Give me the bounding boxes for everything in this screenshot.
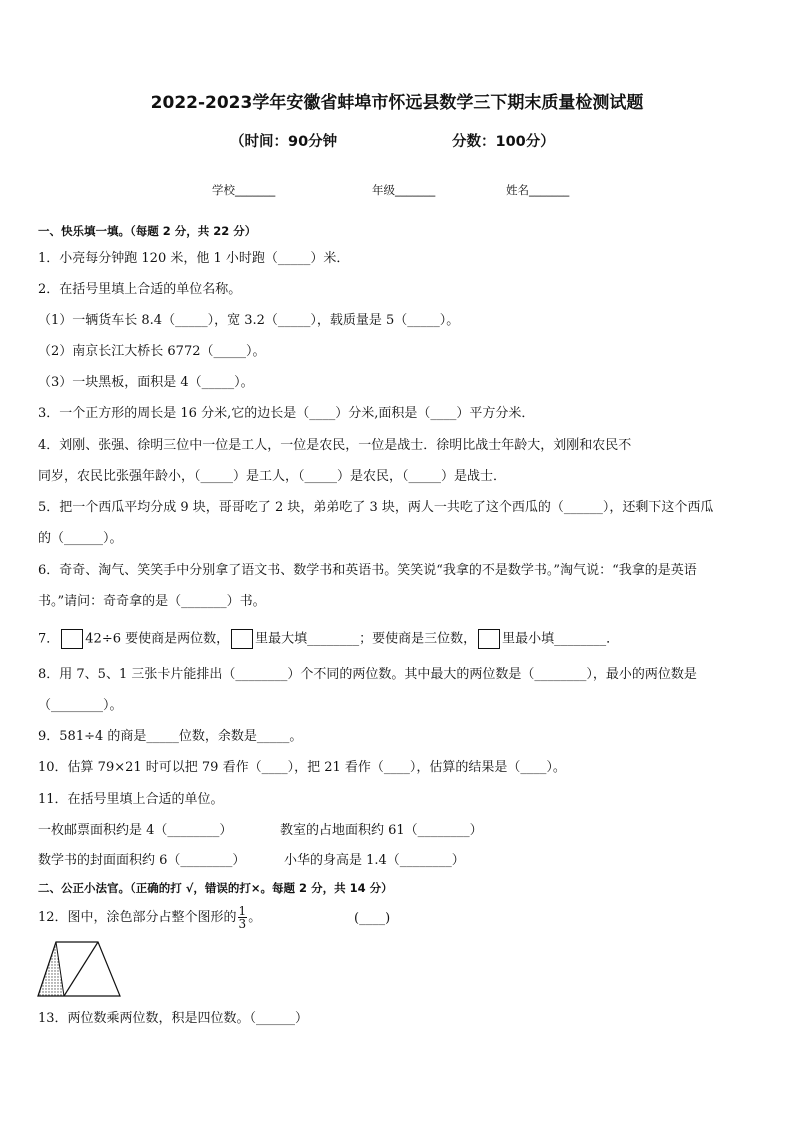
question-11-row-2a: 数学书的封面面积约 6（________）: [38, 853, 246, 868]
grade-field: 年级_______: [372, 183, 436, 197]
question-9: 9．581÷4 的商是_____位数，余数是_____。: [38, 729, 303, 744]
question-13: 13．两位数乘两位数，积是四位数。（______）: [38, 1011, 309, 1026]
question-11: 11．在括号里填上合适的单位。: [38, 792, 224, 807]
answer-box: [478, 629, 500, 649]
page-title: 2022-2023学年安徽省蚌埠市怀远县数学三下期末质量检测试题: [150, 93, 644, 113]
section-1-heading: 一、快乐填一填。（每题 2 分，共 22 分）: [38, 224, 257, 238]
question-11-row-1a: 一枚邮票面积约是 4（________）: [38, 823, 233, 838]
question-6-line-2: 书。”请问：奇奇拿的是（_______）书。: [38, 594, 266, 609]
answer-box: [231, 629, 253, 649]
school-field: 学校_______: [212, 183, 276, 197]
question-7: [38, 629, 619, 649]
question-12-end: 。: [248, 910, 262, 925]
answer-box: [61, 629, 83, 649]
question-2-2: （2）南京长江大桥长 6772（_____）。: [38, 344, 266, 359]
name-field: 姓名_______: [506, 183, 570, 197]
question-12-answer-blank: (____): [354, 911, 391, 926]
shaded-triangle: [38, 942, 64, 996]
section-2-heading: 二、公正小法官。（正确的打 √，错误的打×。每题 2 分，共 14 分）: [38, 881, 393, 895]
question-11-row-2b: 小华的身高是 1.4（________）: [284, 853, 465, 868]
question-8-line-1: 8．用 7、5、1 三张卡片能排出（________）个不同的两位数。其中最大的两位数是（________），最小的两位数是: [38, 667, 697, 682]
question-2-3: （3）一块黑板，面积是 4（_____）。: [38, 375, 254, 390]
question-2-1: （1）一辆货车长 8.4（_____），宽 3.2（_____），载质量是 5（_____）。: [38, 313, 460, 328]
question-5-line-1: 5．把一个西瓜平均分成 9 块，哥哥吃了 2 块，弟弟吃了 3 块，两人一共吃了这个西瓜的（______），还剩下这个西瓜: [38, 500, 714, 515]
question-12: [38, 905, 261, 931]
question-7-part-1: 42÷6 要使商是两位数，: [85, 631, 230, 647]
question-1: 1．小亮每分钟跑 120 米，他 1 小时跑（_____）米．: [38, 251, 350, 266]
question-5-line-2: 的（______）。: [38, 531, 123, 546]
exam-score: 分数：100分）: [452, 134, 555, 150]
question-7-part-3: 里最小填________．: [502, 631, 620, 647]
question-10: 10．估算 79×21 时可以把 79 看作（____），把 21 看作（____），估算的结果是（____）。: [38, 760, 566, 775]
question-12-text: 12．图中，涂色部分占整个图形的: [38, 910, 237, 925]
question-4-line-2: 同岁，农民比张强年龄小，（_____）是工人，（_____）是农民，（_____）是战士．: [38, 469, 507, 484]
question-11-row-1b: 教室的占地面积约 61（________）: [280, 823, 483, 838]
question-6-line-1: 6．奇奇、淘气、笑笑手中分别拿了语文书、数学书和英语书。笑笑说“我拿的不是数学书。”淘气说：“我拿的是英语: [38, 563, 697, 578]
question-4-line-1: 4．刘刚、张强、徐明三位中一位是工人，一位是农民，一位是战士．徐明比战士年龄大，刘刚和农民不: [38, 438, 632, 453]
fraction-numerator: 1: [238, 904, 247, 918]
fraction-one-third: [238, 905, 248, 930]
exam-time: （时间：90分钟: [230, 134, 338, 150]
trapezoid-figure: [36, 940, 124, 1000]
fraction-denominator: 3: [238, 917, 247, 931]
question-8-line-2: （________）。: [38, 698, 123, 713]
question-7-part-2: 里最大填________；要使商是三位数，: [255, 631, 477, 647]
question-2: 2．在括号里填上合适的单位名称。: [38, 282, 242, 297]
question-3: 3．一个正方形的周长是 16 分米,它的边长是（____）分米,面积是（____）平方分米．: [38, 406, 535, 421]
question-7-number: 7．: [38, 631, 60, 647]
trapezoid-diagonal: [64, 942, 98, 996]
